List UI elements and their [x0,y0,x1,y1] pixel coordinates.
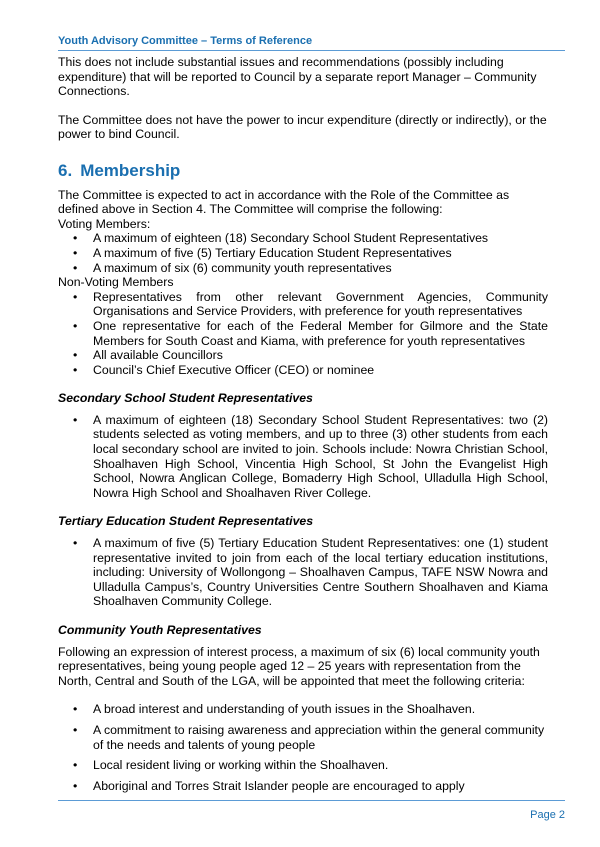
list-item: • Local resident living or working within the Shoalhaven. [73,758,389,773]
non-voting-members-label: Non-Voting Members [58,275,174,290]
bullet-icon: • [73,702,78,717]
bullet-icon: • [73,362,78,377]
list-item: • Aboriginal and Torres Strait Islander people are encouraged to apply [73,778,465,793]
non-voting-members-list [58,290,548,378]
voting-members-list [58,231,548,275]
community-criteria-list [58,702,548,793]
tertiary-heading: Tertiary Education Student Representatives [58,514,314,529]
bullet-icon: • [73,412,78,427]
membership-lead: The Committee is expected to act in accordance with the Role of the Committee as defined above in Section 4. The Committee will comprise the following: [58,187,510,217]
tertiary-list [58,536,548,609]
secondary-heading: Secondary School Student Representatives [58,391,313,406]
list-item: • A maximum of six (6) community youth representatives [73,260,392,275]
bullet-icon: • [73,231,78,246]
list-item: • All available Councillors [73,348,223,363]
list-item: • Representatives from other relevant Government Agencies, Community Organisations and Service Providers, with preference for youth representatives [73,289,548,319]
bullet-icon: • [73,318,78,333]
secondary-list [58,413,548,501]
bullet-icon: • [73,778,78,793]
intro-paragraph-1: This does not include substantial issues and recommendations (possibly including expenditure) that will be reported to Council by a separate report Manager – Community Connections. [58,55,537,99]
running-header: Youth Advisory Committee – Terms of Reference [58,35,565,51]
list-item: • A commitment to raising awareness and appreciation within the general community of the needs and talents of young people [73,722,545,752]
bullet-icon: • [73,536,78,551]
community-intro: Following an expression of interest process, a maximum of six (6) local community youth representatives, being young people aged 12 – 25 years with representation from the North, Central and South of the LGA, will be appointed that meet the following criteria: [58,644,540,688]
bullet-icon: • [73,348,78,363]
page-content [58,55,548,799]
bullet-icon: • [73,289,78,304]
intro-paragraph-2: The Committee does not have the power to incur expenditure (directly or indirectly), or the power to bind Council. [58,112,547,142]
list-item: • Council’s Chief Executive Officer (CEO) or nominee [73,362,375,377]
page-footer [58,800,565,821]
bullet-icon: • [73,260,78,275]
voting-members-label: Voting Members: [58,216,151,231]
list-item: • A maximum of five (5) Tertiary Education Student Representatives: one (1) student representative invited to join from each of the local tertiary education institutions, including: University of Wollongong – Shoalhaven Campus, TAFE NSW Nowra and Ulladulla Campus’s, Country Universities Centre Southern Shoalhaven and Kiama Shoalhaven Community College. [73,536,548,609]
bullet-icon: • [73,245,78,260]
bullet-icon: • [73,758,78,773]
list-item: • One representative for each of the Federal Member for Gilmore and the State Members for South Coast and Kiama, with preference for youth representatives [73,318,548,348]
community-heading: Community Youth Representatives [58,623,262,637]
bullet-icon: • [73,722,78,737]
section-title: Membership [80,160,181,180]
membership-heading [58,160,548,180]
list-item: • A maximum of five (5) Tertiary Education Student Representatives [73,245,452,260]
section-number: 6. [58,160,73,180]
page-number: Page 2 [530,809,565,821]
list-item: • A maximum of eighteen (18) Secondary School Student Representatives [73,231,489,246]
list-item: • A maximum of eighteen (18) Secondary School Student Representatives: two (2) students selected as voting members, and up to three (3) other students from each local secondary school are invited to join. Schools include: Nowra Christian School, Shoalhaven High School, Vincentia High School, St John the Evangelist High School, Nowra Anglican College, Bomaderry High School, Ulladulla High School, Nowra High School and Shoalhaven River College. [73,412,548,500]
list-item: • A broad interest and understanding of youth issues in the Shoalhaven. [73,702,476,717]
